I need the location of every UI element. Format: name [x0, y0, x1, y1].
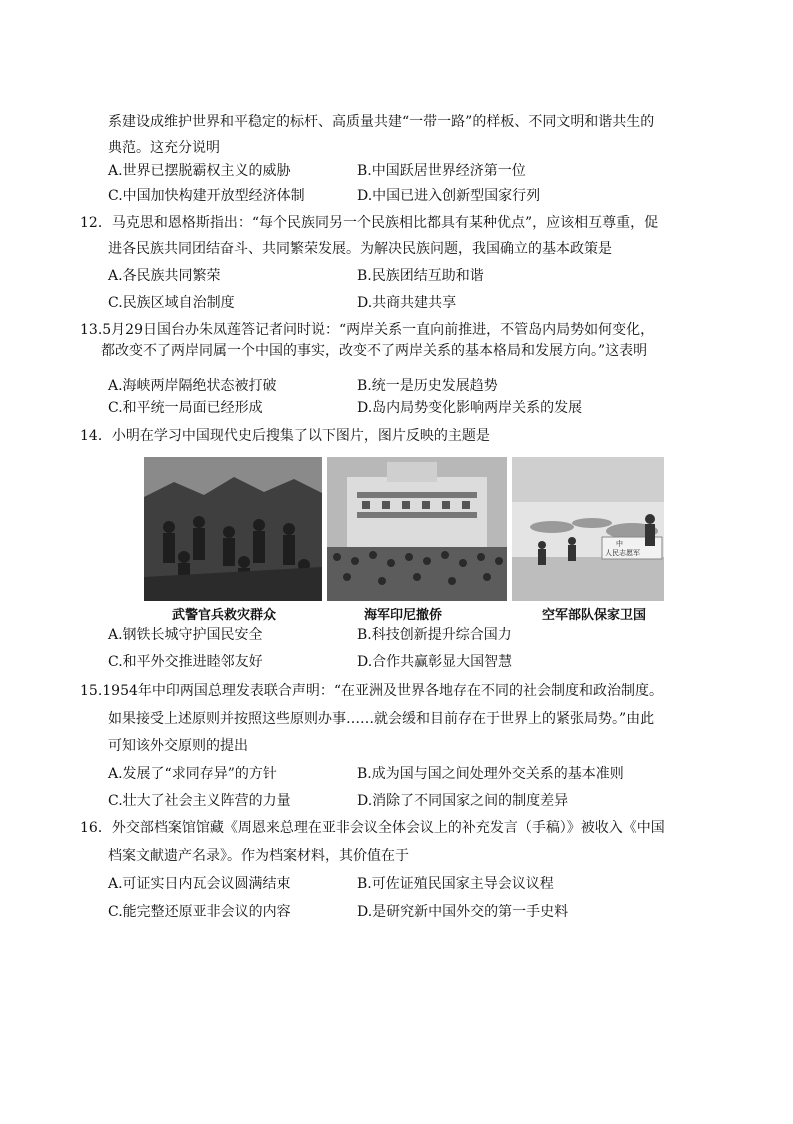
- q11-option-a: A.世界已摆脱霸权主义的威胁: [108, 163, 291, 179]
- q11-option-c: C.中国加快构建开放型经济体制: [108, 188, 305, 204]
- q16-option-a: A.可证实日内瓦会议圆满结束: [108, 876, 291, 892]
- q12-option-b: B.民族团结互助和谐: [357, 268, 484, 284]
- q15-option-d: D.消除了不同国家之间的制度差异: [357, 793, 569, 809]
- q15-option-b: B.成为国与国之间处理外交关系的基本准则: [357, 766, 624, 782]
- q13-option-c: C.和平统一局面已经形成: [108, 400, 263, 416]
- q13-option-d: D.岛内局势变化影响两岸关系的发展: [357, 400, 583, 416]
- q15-text-line-1: 15.1954年中印两国总理发表联合声明：“在亚洲及世界各地存在不同的社会制度和政治制度。: [80, 683, 664, 699]
- photo-rescue: [144, 457, 322, 601]
- q14-option-a: A.钢铁长城守护国民安全: [108, 627, 263, 643]
- q12-text-line-2: 进各民族共同团结奋斗、共同繁荣发展。为解决民族问题，我国确立的基本政策是: [108, 241, 612, 257]
- q13-option-a: A.海峡两岸隔绝状态被打破: [108, 378, 277, 394]
- q15-option-c: C.壮大了社会主义阵营的力量: [108, 793, 291, 809]
- q15-option-a: A.发展了“求同存异”的方针: [108, 766, 277, 782]
- q12-option-c: C.民族区域自治制度: [108, 295, 235, 311]
- q15-text-line-3: 可知该外交原则的提出: [108, 738, 248, 754]
- q13-text-line-1: 13.5月29日国台办朱凤莲答记者问时说：“两岸关系一直向前推进，不管岛内局势如何变化，: [80, 322, 655, 338]
- q16-option-d: D.是研究新中国外交的第一手史料: [357, 904, 569, 920]
- q16-option-b: B.可佐证殖民国家主导会议议程: [357, 876, 554, 892]
- q13-option-b: B.统一是历史发展趋势: [357, 378, 498, 394]
- q14-text-line-1: 14．小明在学习中国现代史后搜集了以下图片，图片反映的主题是: [80, 428, 490, 444]
- photo-caption-navy: 海军印尼撤侨: [364, 608, 443, 623]
- q11-option-b: B.中国跃居世界经济第一位: [357, 163, 526, 179]
- q15-text-line-2: 如果接受上述原则并按照这些原则办事……就会缓和目前存在于世界上的紧张局势。”由此: [108, 711, 655, 727]
- photo-caption-rescue: 武警官兵救灾群众: [172, 608, 277, 623]
- q14-option-d: D.合作共赢彰显大国智慧: [357, 654, 513, 670]
- q11-text-line-1: 系建设成维护世界和平稳定的标杆、高质量共建“一带一路”的样板、不同文明和谐共生的: [108, 114, 655, 130]
- q14-option-b: B.科技创新提升综合国力: [357, 627, 512, 643]
- q12-option-a: A.各民族共同繁荣: [108, 268, 221, 284]
- q12-option-d: D.共商共建共享: [357, 295, 457, 311]
- q14-option-c: C.和平外交推进睦邻友好: [108, 654, 263, 670]
- q11-text-line-2: 典范。这充分说明: [108, 140, 220, 156]
- q16-text-line-1: 16．外交部档案馆馆藏《周恩来总理在亚非会议全体会议上的补充发言（手稿）》被收入《中国: [80, 820, 665, 836]
- q13-text-line-2: 都改变不了两岸同属一个中国的事实，改变不了两岸关系的基本格局和发展方向。”这表明: [101, 343, 648, 359]
- q12-text-line-1: 12．马克思和恩格斯指出：“每个民族同另一个民族相比都具有某种优点”，应该相互尊重，促: [80, 215, 659, 231]
- photo-air-force: [512, 457, 664, 601]
- photo-caption-air-force: 空军部队保家卫国: [542, 608, 647, 623]
- plane-text-volunteers: 人民志愿军: [605, 549, 640, 557]
- photo-navy-ship: [327, 457, 507, 601]
- q16-option-c: C.能完整还原亚非会议的内容: [108, 904, 291, 920]
- q11-option-d: D.中国已进入创新型国家行列: [357, 188, 541, 204]
- q16-text-line-2: 档案文献遗产名录》。作为档案材料，其价值在于: [108, 848, 409, 864]
- plane-text-zhong: 中: [616, 540, 623, 548]
